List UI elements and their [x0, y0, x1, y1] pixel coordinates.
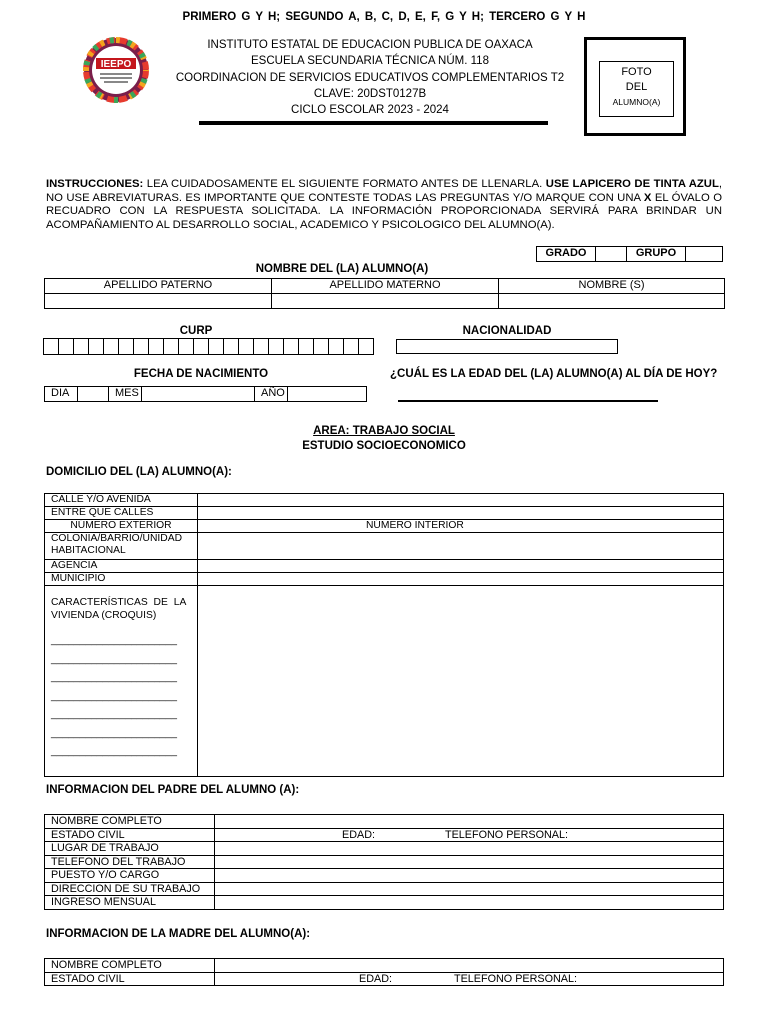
colonia-label: [45, 533, 198, 560]
madre-estado-civil-label: ESTADO CIVIL: [45, 972, 215, 986]
institution-block: [160, 37, 580, 118]
padre-direccion-trabajo-field[interactable]: [215, 882, 724, 896]
grupo-field[interactable]: [686, 247, 723, 262]
vivienda-label-line: VIVIENDA (CROQUIS): [51, 610, 157, 621]
municipio-label: MUNICIPIO: [45, 573, 198, 586]
colonia-field[interactable]: [198, 533, 724, 560]
instructions-text: LEA CUIDADOSAMENTE EL SIGUIENTE FORMATO ANTES DE LLENARLA.: [143, 178, 546, 190]
student-name-title: NOMBRE DEL (LA) ALUMNO(A): [255, 263, 429, 275]
blank-line: ______________________: [51, 653, 177, 665]
domicilio-title: DOMICILIO DEL (LA) ALUMNO(A):: [46, 466, 232, 478]
instructions-text: EL ÓVALO O RECUADRO CON LA RESPUESTA SOLICITADA. LA INFORMACIÓN PROPORCIONADA SERVIRÁ PARA BRINDAR UN ACOMPAÑAMIENTO AL DESARROLLO SOCIAL, ACADEMICO Y PSICOLOGICO DEL ALUMNO(A).: [46, 191, 722, 231]
padre-ingreso-label: INGRESO MENSUAL: [45, 896, 215, 910]
photo-label: DEL: [625, 81, 648, 93]
curp-char-box[interactable]: [358, 338, 374, 355]
curp-char-box[interactable]: [163, 338, 179, 355]
anio-field[interactable]: [288, 387, 367, 402]
instructions-bold: USE LAPICERO DE TINTA AZUL: [545, 178, 719, 190]
age-question: ¿CUÁL ES LA EDAD DEL (LA) ALUMNO(A) AL DÍA DE HOY?: [390, 368, 718, 380]
header-rule: [199, 121, 548, 125]
croquis-area[interactable]: [198, 586, 724, 777]
padre-lugar-trabajo-label: LUGAR DE TRABAJO: [45, 842, 215, 856]
apellido-paterno-field[interactable]: [45, 294, 272, 309]
madre-table: [44, 958, 724, 986]
area-heading: [0, 424, 768, 454]
curp-char-box[interactable]: [103, 338, 119, 355]
age-answer-line[interactable]: [398, 400, 658, 402]
padre-telefono-label: TELEFONO PERSONAL:: [445, 828, 568, 841]
photo-placeholder[interactable]: [599, 61, 674, 117]
birthdate-table: [44, 386, 367, 402]
institution-line: CLAVE: 20DST0127B: [313, 87, 427, 100]
grado-label: GRADO: [537, 247, 596, 262]
madre-nombre-field[interactable]: [215, 959, 724, 973]
dia-field[interactable]: [78, 387, 109, 402]
padre-nombre-field[interactable]: [215, 815, 724, 829]
domicilio-table: [44, 493, 724, 777]
mes-field[interactable]: [142, 387, 255, 402]
curp-char-box[interactable]: [193, 338, 209, 355]
vivienda-label: [45, 586, 198, 777]
institution-line: ESCUELA SECUNDARIA TÉCNICA NÚM. 118: [251, 55, 489, 68]
curp-char-box[interactable]: [58, 338, 74, 355]
madre-edad-label: EDAD:: [359, 972, 392, 985]
padre-title: INFORMACION DEL PADRE DEL ALUMNO (A):: [46, 784, 300, 796]
numero-exterior-label: NÚMERO EXTERIOR: [45, 520, 198, 533]
calle-field[interactable]: [198, 494, 724, 507]
institution-line: CICLO ESCOLAR 2023 - 2024: [291, 104, 449, 117]
curp-char-box[interactable]: [343, 338, 359, 355]
institution-line: INSTITUTO ESTATAL DE EDUCACION PUBLICA DE OAXACA: [207, 39, 533, 51]
curp-char-box[interactable]: [88, 338, 104, 355]
calle-label: CALLE Y/O AVENIDA: [45, 494, 198, 507]
apellido-paterno-header: APELLIDO PATERNO: [45, 279, 272, 294]
padre-estado-civil-label: ESTADO CIVIL: [45, 828, 215, 842]
blank-line: ______________________: [51, 672, 177, 683]
padre-direccion-trabajo-label: DIRECCION DE SU TRABAJO: [45, 882, 215, 896]
apellido-materno-field[interactable]: [272, 294, 499, 309]
agencia-label: AGENCIA: [45, 560, 198, 573]
curp-char-box[interactable]: [223, 338, 239, 355]
grades-heading: PRIMERO G Y H; SEGUNDO A, B, C, D, E, F, G Y H; TERCERO G Y H: [182, 11, 586, 23]
entre-calles-field[interactable]: [198, 507, 724, 520]
curp-char-box[interactable]: [118, 338, 134, 355]
curp-char-box[interactable]: [328, 338, 344, 355]
numero-interior-label: NÚMERO INTERIOR: [198, 520, 724, 533]
instructions-label: INSTRUCCIONES:: [46, 178, 144, 190]
photo-label: ALUMNO(A): [612, 97, 661, 107]
nombre-header: NOMBRE (S): [499, 279, 725, 294]
curp-char-box[interactable]: [73, 338, 89, 355]
blank-line: ______________________: [51, 709, 177, 720]
padre-puesto-field[interactable]: [215, 869, 724, 883]
padre-telefono-trabajo-label: TELEFONO DEL TRABAJO: [45, 855, 215, 869]
madre-title: INFORMACION DE LA MADRE DEL ALUMNO(A):: [46, 928, 311, 940]
apellido-materno-header: APELLIDO MATERNO: [272, 279, 499, 294]
blank-line: ______________________: [51, 690, 177, 702]
logo-text: IEEPO: [100, 59, 132, 70]
padre-estado-civil-field[interactable]: [215, 828, 724, 842]
curp-label: CURP: [179, 325, 213, 337]
colonia-label-line: HABITACIONAL: [51, 545, 126, 556]
curp-char-box[interactable]: [133, 338, 149, 355]
student-name-table: [44, 278, 725, 309]
anio-label: AÑO: [255, 387, 288, 402]
institution-line: COORDINACION DE SERVICIOS EDUCATIVOS COMPLEMENTARIOS T2: [175, 71, 565, 84]
instructions-x: X: [643, 191, 652, 204]
padre-lugar-trabajo-field[interactable]: [215, 842, 724, 856]
instructions: [46, 178, 722, 232]
mes-label: MES: [109, 387, 142, 402]
curp-char-box[interactable]: [298, 338, 314, 355]
birthdate-label: FECHA DE NACIMIENTO: [133, 368, 269, 380]
blank-line: ______________________: [51, 635, 177, 646]
curp-char-box[interactable]: [208, 338, 224, 355]
agencia-field[interactable]: [198, 560, 724, 573]
photo-label: FOTO: [621, 66, 652, 78]
ieepo-logo: [75, 36, 157, 104]
nombre-field[interactable]: [499, 294, 725, 309]
grupo-label: GRUPO: [627, 247, 686, 262]
vivienda-label-line: CARACTERÍSTICAS DE LA: [51, 597, 187, 608]
colonia-label-line: COLONIA/BARRIO/UNIDAD: [51, 533, 183, 544]
padre-telefono-trabajo-field[interactable]: [215, 855, 724, 869]
area-title: AREA: TRABAJO SOCIAL: [313, 425, 455, 437]
area-subtitle: ESTUDIO SOCIOECONOMICO: [302, 440, 466, 452]
blank-line: ______________________: [51, 727, 177, 739]
curp-char-box[interactable]: [283, 338, 299, 355]
madre-estado-civil-field[interactable]: [215, 972, 724, 986]
curp-char-box[interactable]: [268, 338, 284, 355]
grade-group-table: [536, 246, 723, 262]
dia-label: DIA: [45, 387, 78, 402]
madre-telefono-label: TELEFONO PERSONAL:: [454, 972, 577, 985]
madre-nombre-label: NOMBRE COMPLETO: [45, 959, 215, 973]
curp-char-box[interactable]: [178, 338, 194, 355]
grado-field[interactable]: [596, 247, 627, 262]
nationality-label: NACIONALIDAD: [462, 325, 552, 337]
curp-char-box[interactable]: [313, 338, 329, 355]
padre-edad-label: EDAD:: [342, 828, 375, 841]
padre-ingreso-field[interactable]: [215, 896, 724, 910]
curp-input[interactable]: [44, 338, 374, 354]
entre-calles-label: ENTRE QUE CALLES: [45, 507, 198, 520]
instructions-text: , NO USE ABREVIATURAS. ES IMPORTANTE QUE CONTESTE TODAS LAS PREGUNTAS Y/O MARQUE CON UNA: [46, 178, 722, 204]
padre-table: [44, 814, 724, 910]
municipio-field[interactable]: [198, 573, 724, 586]
blank-line: ______________________: [51, 746, 177, 757]
curp-char-box[interactable]: [238, 338, 254, 355]
curp-char-box[interactable]: [43, 338, 59, 355]
padre-nombre-label: NOMBRE COMPLETO: [45, 815, 215, 829]
curp-char-box[interactable]: [253, 338, 269, 355]
curp-char-box[interactable]: [148, 338, 164, 355]
nationality-field[interactable]: [396, 339, 618, 354]
padre-puesto-label: PUESTO Y/O CARGO: [45, 869, 215, 883]
